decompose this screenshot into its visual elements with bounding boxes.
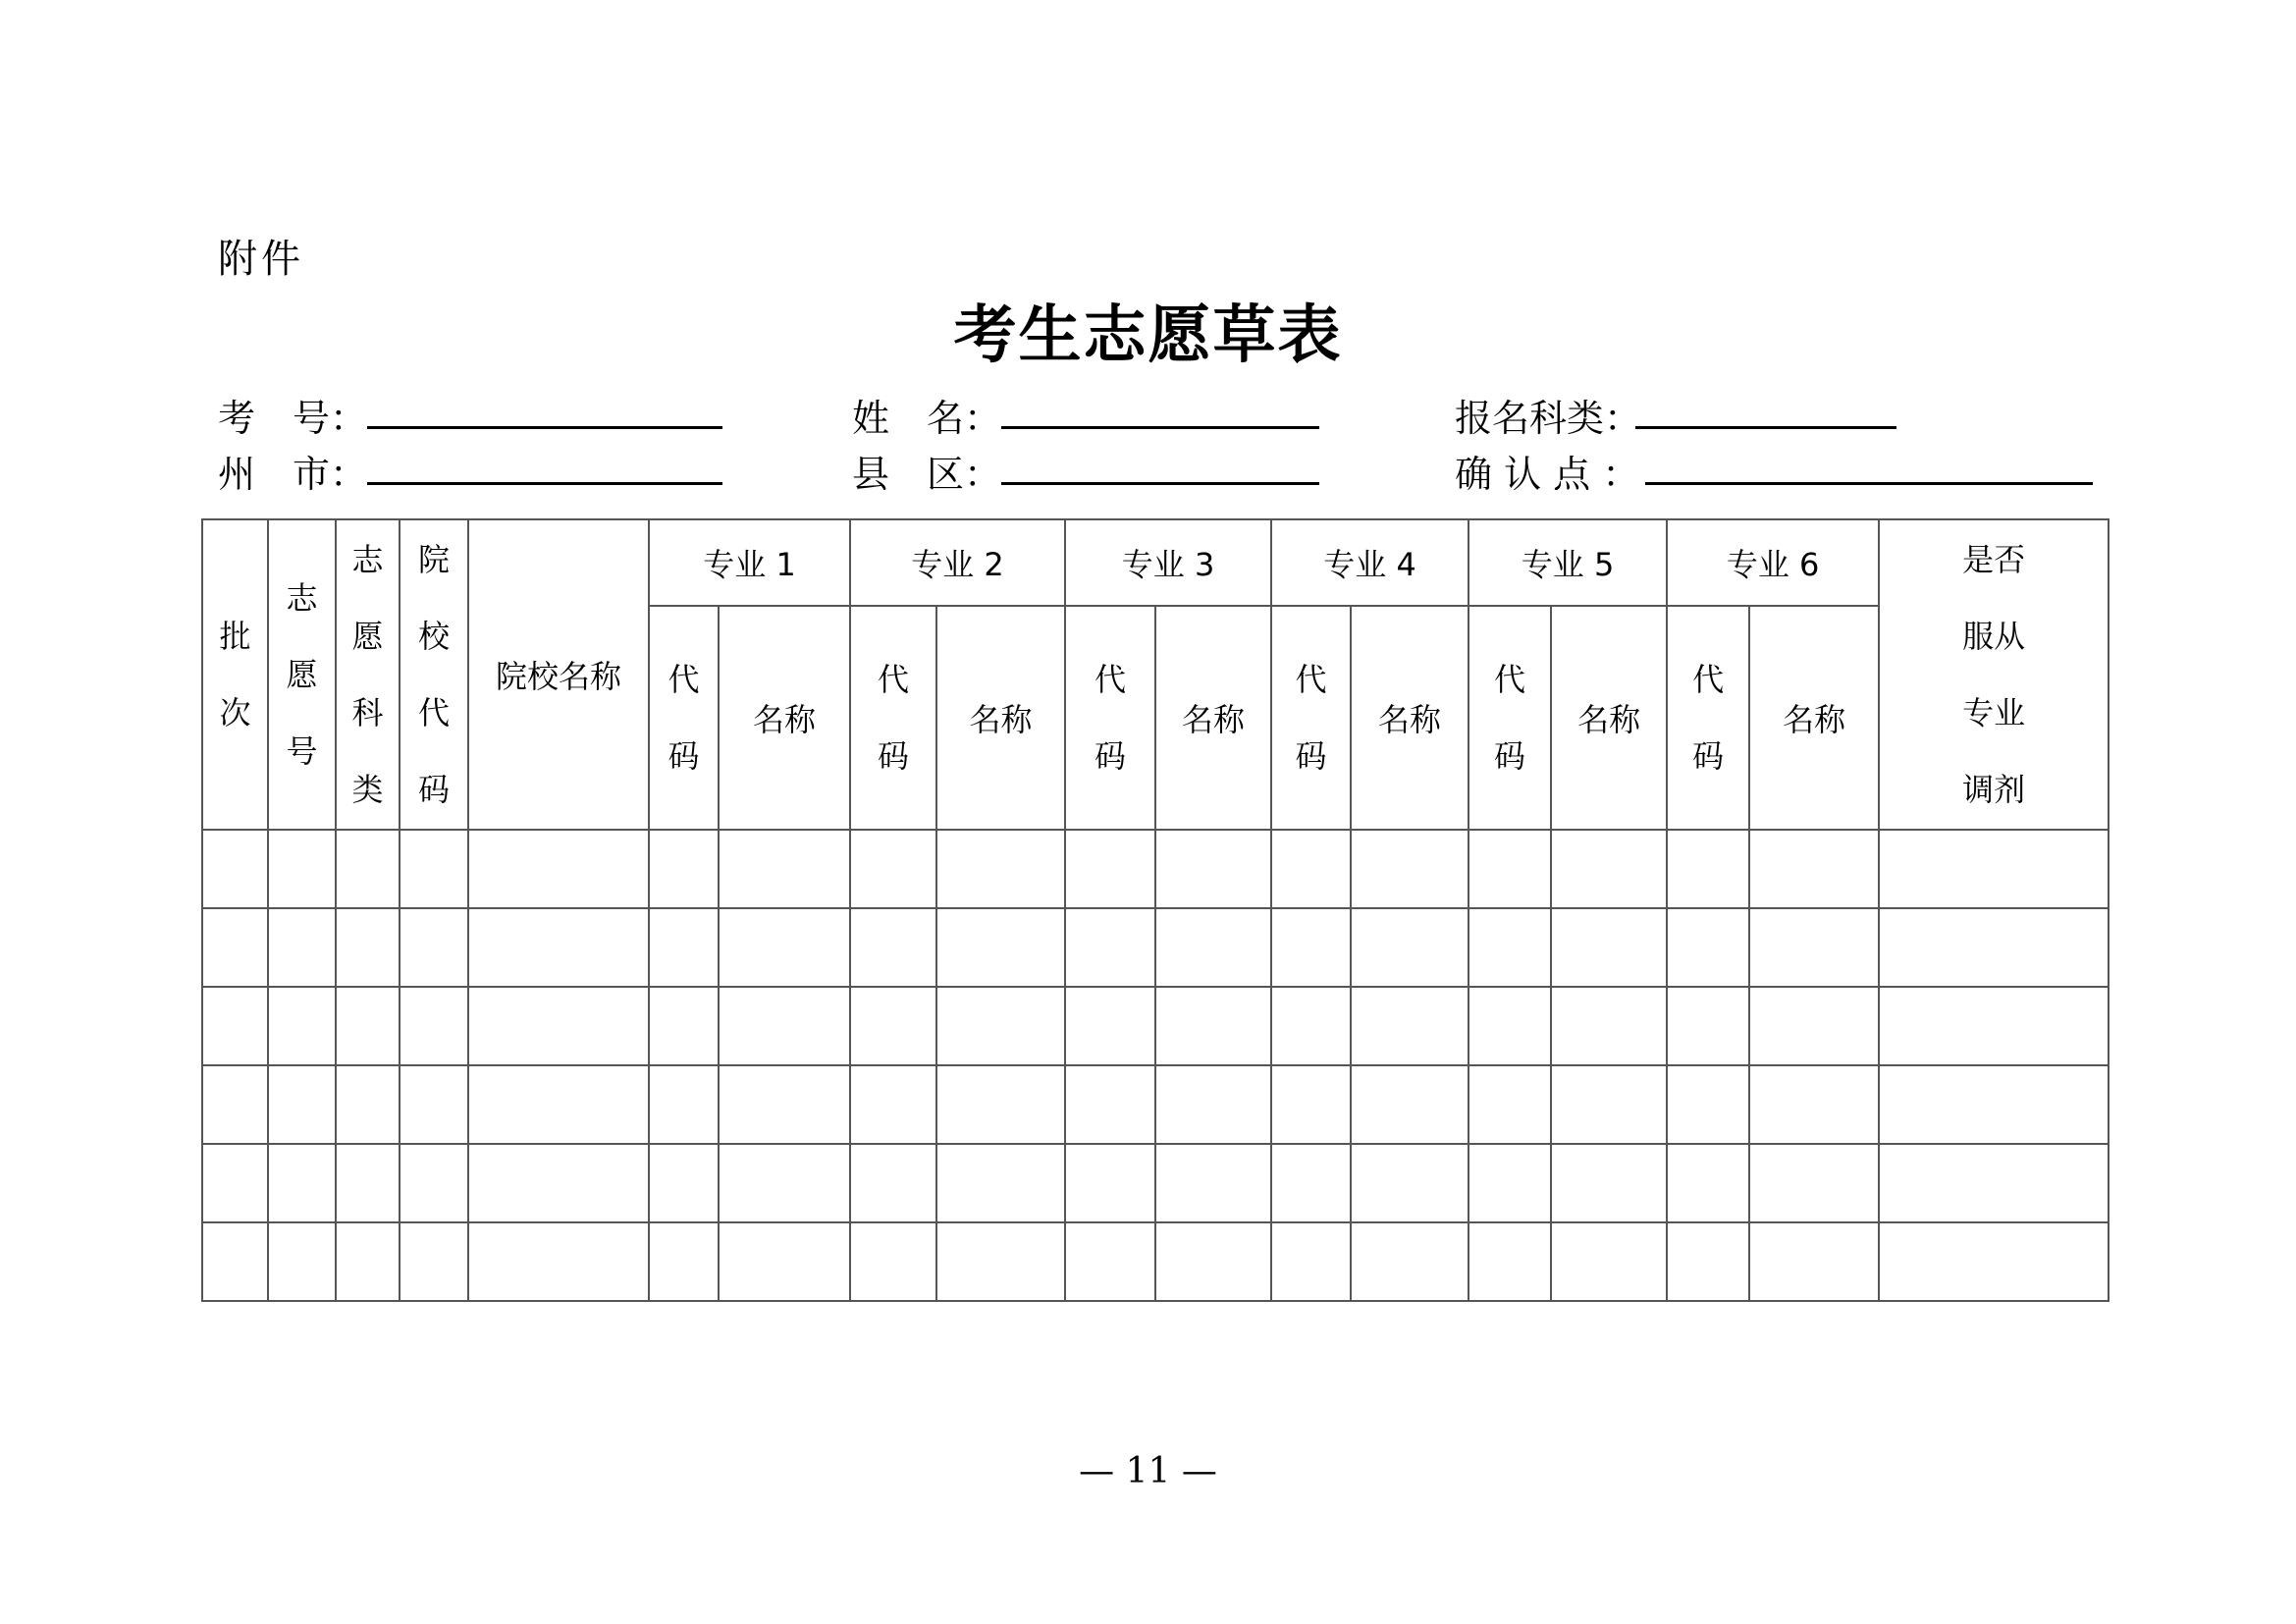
table-cell[interactable]: [400, 1144, 468, 1222]
table-cell[interactable]: [1879, 1065, 2109, 1144]
table-cell[interactable]: [1667, 908, 1749, 987]
table-cell[interactable]: [936, 830, 1065, 908]
major-2-code-header: 代 码: [850, 606, 936, 830]
table-cell[interactable]: [202, 830, 268, 908]
table-cell[interactable]: [1351, 830, 1468, 908]
table-cell[interactable]: [202, 1222, 268, 1301]
table-cell[interactable]: [850, 987, 936, 1065]
table-cell[interactable]: [336, 1222, 400, 1301]
table-cell[interactable]: [850, 1065, 936, 1144]
table-cell[interactable]: [202, 908, 268, 987]
table-cell[interactable]: [719, 830, 850, 908]
table-cell[interactable]: [1879, 1144, 2109, 1222]
table-cell[interactable]: [336, 1065, 400, 1144]
major-2-header: 专业 2: [850, 519, 1065, 606]
table-cell[interactable]: [1271, 1144, 1351, 1222]
table-cell[interactable]: [1351, 1065, 1468, 1144]
table-cell[interactable]: [649, 1222, 719, 1301]
table-cell[interactable]: [1879, 987, 2109, 1065]
table-cell[interactable]: [1551, 1144, 1667, 1222]
table-cell[interactable]: [719, 1222, 850, 1301]
major-1-header: 专业 1: [649, 519, 850, 606]
major-4-header: 专业 4: [1271, 519, 1468, 606]
table-cell[interactable]: [936, 908, 1065, 987]
wish-table: [201, 518, 2109, 1302]
table-cell[interactable]: [1351, 1144, 1468, 1222]
table-cell[interactable]: [336, 830, 400, 908]
major-3-name-header: 名称: [1155, 606, 1271, 830]
table-cell[interactable]: [1749, 1144, 1879, 1222]
table-cell[interactable]: [400, 987, 468, 1065]
county-field[interactable]: [1001, 482, 1319, 485]
page-number: — 11 —: [1079, 1451, 1217, 1491]
table-cell[interactable]: [1271, 987, 1351, 1065]
table-row: [202, 1222, 2109, 1301]
table-cell[interactable]: [202, 1065, 268, 1144]
table-cell[interactable]: [1667, 1144, 1749, 1222]
confirm-point-field[interactable]: [1645, 482, 2093, 485]
table-cell[interactable]: [468, 987, 649, 1065]
table-cell[interactable]: [468, 830, 649, 908]
wish-no-header: 志 愿 号: [268, 519, 336, 830]
major-5-code-header: 代 码: [1468, 606, 1551, 830]
school-name-header: 院校名称: [468, 519, 649, 830]
table-row: [202, 908, 2109, 987]
table-cell[interactable]: [1551, 908, 1667, 987]
table-cell[interactable]: [1749, 1222, 1879, 1301]
city-label: 州 市：: [218, 453, 368, 496]
table-cell[interactable]: [400, 830, 468, 908]
table-cell[interactable]: [1551, 1222, 1667, 1301]
table-cell[interactable]: [936, 1222, 1065, 1301]
major-1-code-header: 代 码: [649, 606, 719, 830]
table-cell[interactable]: [268, 1065, 336, 1144]
table-cell[interactable]: [1749, 830, 1879, 908]
table-cell[interactable]: [1468, 908, 1551, 987]
adjust-header: 是否 服从 专业 调剂: [1879, 519, 2109, 830]
table-cell[interactable]: [649, 908, 719, 987]
category-field[interactable]: [1635, 426, 1896, 429]
city-field[interactable]: [367, 482, 722, 485]
table-cell[interactable]: [1879, 908, 2109, 987]
table-cell[interactable]: [1468, 987, 1551, 1065]
table-cell[interactable]: [268, 830, 336, 908]
table-row: [202, 987, 2109, 1065]
table-cell[interactable]: [1155, 1065, 1271, 1144]
table-cell[interactable]: [1271, 1065, 1351, 1144]
county-label: 县 区：: [852, 453, 1002, 496]
table-cell[interactable]: [202, 987, 268, 1065]
table-cell[interactable]: [1749, 1065, 1879, 1144]
table-cell[interactable]: [1667, 1222, 1749, 1301]
table-cell[interactable]: [850, 1222, 936, 1301]
table-cell[interactable]: [1551, 987, 1667, 1065]
table-cell[interactable]: [336, 1144, 400, 1222]
major-4-code-header: 代 码: [1271, 606, 1351, 830]
table-cell[interactable]: [468, 1065, 649, 1144]
exam-no-field[interactable]: [367, 426, 722, 429]
table-cell[interactable]: [850, 830, 936, 908]
form-title: 考生志愿草表: [953, 298, 1343, 372]
table-cell[interactable]: [468, 908, 649, 987]
table-cell[interactable]: [1271, 908, 1351, 987]
table-row: [202, 1144, 2109, 1222]
table-cell[interactable]: [202, 1144, 268, 1222]
confirm-point-label: 确 认 点 ：: [1455, 453, 1640, 496]
category-label: 报名科类：: [1455, 397, 1642, 440]
major-3-header: 专业 3: [1065, 519, 1271, 606]
table-cell[interactable]: [1065, 1222, 1155, 1301]
table-cell[interactable]: [850, 1144, 936, 1222]
table-cell[interactable]: [936, 1065, 1065, 1144]
batch-header: 批 次: [202, 519, 268, 830]
major-1-name-header: 名称: [719, 606, 850, 830]
major-2-name-header: 名称: [936, 606, 1065, 830]
table-cell[interactable]: [649, 1144, 719, 1222]
table-cell[interactable]: [468, 1222, 649, 1301]
table-cell[interactable]: [1155, 908, 1271, 987]
table-cell[interactable]: [336, 987, 400, 1065]
table-cell[interactable]: [268, 987, 336, 1065]
table-cell[interactable]: [1351, 987, 1468, 1065]
table-cell[interactable]: [649, 830, 719, 908]
table-cell[interactable]: [1065, 1144, 1155, 1222]
table-cell[interactable]: [1879, 830, 2109, 908]
major-3-code-header: 代 码: [1065, 606, 1155, 830]
table-cell[interactable]: [936, 987, 1065, 1065]
table-cell[interactable]: [1271, 830, 1351, 908]
table-cell[interactable]: [1749, 908, 1879, 987]
table-cell[interactable]: [268, 908, 336, 987]
table-cell[interactable]: [1667, 1065, 1749, 1144]
table-cell[interactable]: [400, 1065, 468, 1144]
table-cell[interactable]: [1551, 1065, 1667, 1144]
major-4-name-header: 名称: [1351, 606, 1468, 830]
table-cell[interactable]: [719, 987, 850, 1065]
table-cell[interactable]: [719, 1144, 850, 1222]
table-row: [202, 830, 2109, 908]
table-cell[interactable]: [1351, 908, 1468, 987]
table-cell[interactable]: [1155, 830, 1271, 908]
major-6-code-header: 代 码: [1667, 606, 1749, 830]
table-cell[interactable]: [268, 1144, 336, 1222]
table-cell[interactable]: [1155, 1144, 1271, 1222]
table-cell[interactable]: [400, 1222, 468, 1301]
table-row: [202, 1065, 2109, 1144]
table-cell[interactable]: [1351, 1222, 1468, 1301]
table-cell[interactable]: [1065, 1065, 1155, 1144]
major-6-header: 专业 6: [1667, 519, 1879, 606]
table-cell[interactable]: [468, 1144, 649, 1222]
table-cell[interactable]: [1468, 1144, 1551, 1222]
table-cell[interactable]: [1749, 987, 1879, 1065]
table-cell[interactable]: [850, 908, 936, 987]
table-cell[interactable]: [1468, 1222, 1551, 1301]
table-cell[interactable]: [336, 908, 400, 987]
exam-no-label: 考 号：: [218, 397, 368, 440]
major-5-header: 专业 5: [1468, 519, 1667, 606]
wish-category-header: 志 愿 科 类: [336, 519, 400, 830]
major-5-name-header: 名称: [1551, 606, 1667, 830]
table-cell[interactable]: [649, 987, 719, 1065]
attachment-label: 附件: [218, 237, 304, 282]
table-cell[interactable]: [1468, 830, 1551, 908]
table-cell[interactable]: [1667, 987, 1749, 1065]
table-cell[interactable]: [1667, 830, 1749, 908]
name-label: 姓 名：: [852, 397, 1002, 440]
table-cell[interactable]: [1468, 1065, 1551, 1144]
table-cell[interactable]: [1065, 908, 1155, 987]
table-cell[interactable]: [936, 1144, 1065, 1222]
table-cell[interactable]: [719, 908, 850, 987]
table-cell[interactable]: [1551, 830, 1667, 908]
table-cell[interactable]: [649, 1065, 719, 1144]
name-field[interactable]: [1001, 426, 1319, 429]
table-cell[interactable]: [1155, 987, 1271, 1065]
major-6-name-header: 名称: [1749, 606, 1879, 830]
table-cell[interactable]: [1065, 987, 1155, 1065]
table-cell[interactable]: [1879, 1222, 2109, 1301]
table-cell[interactable]: [1155, 1222, 1271, 1301]
table-cell[interactable]: [1065, 830, 1155, 908]
table-cell[interactable]: [268, 1222, 336, 1301]
school-code-header: 院 校 代 码: [400, 519, 468, 830]
table-cell[interactable]: [400, 908, 468, 987]
table-cell[interactable]: [1271, 1222, 1351, 1301]
table-cell[interactable]: [719, 1065, 850, 1144]
